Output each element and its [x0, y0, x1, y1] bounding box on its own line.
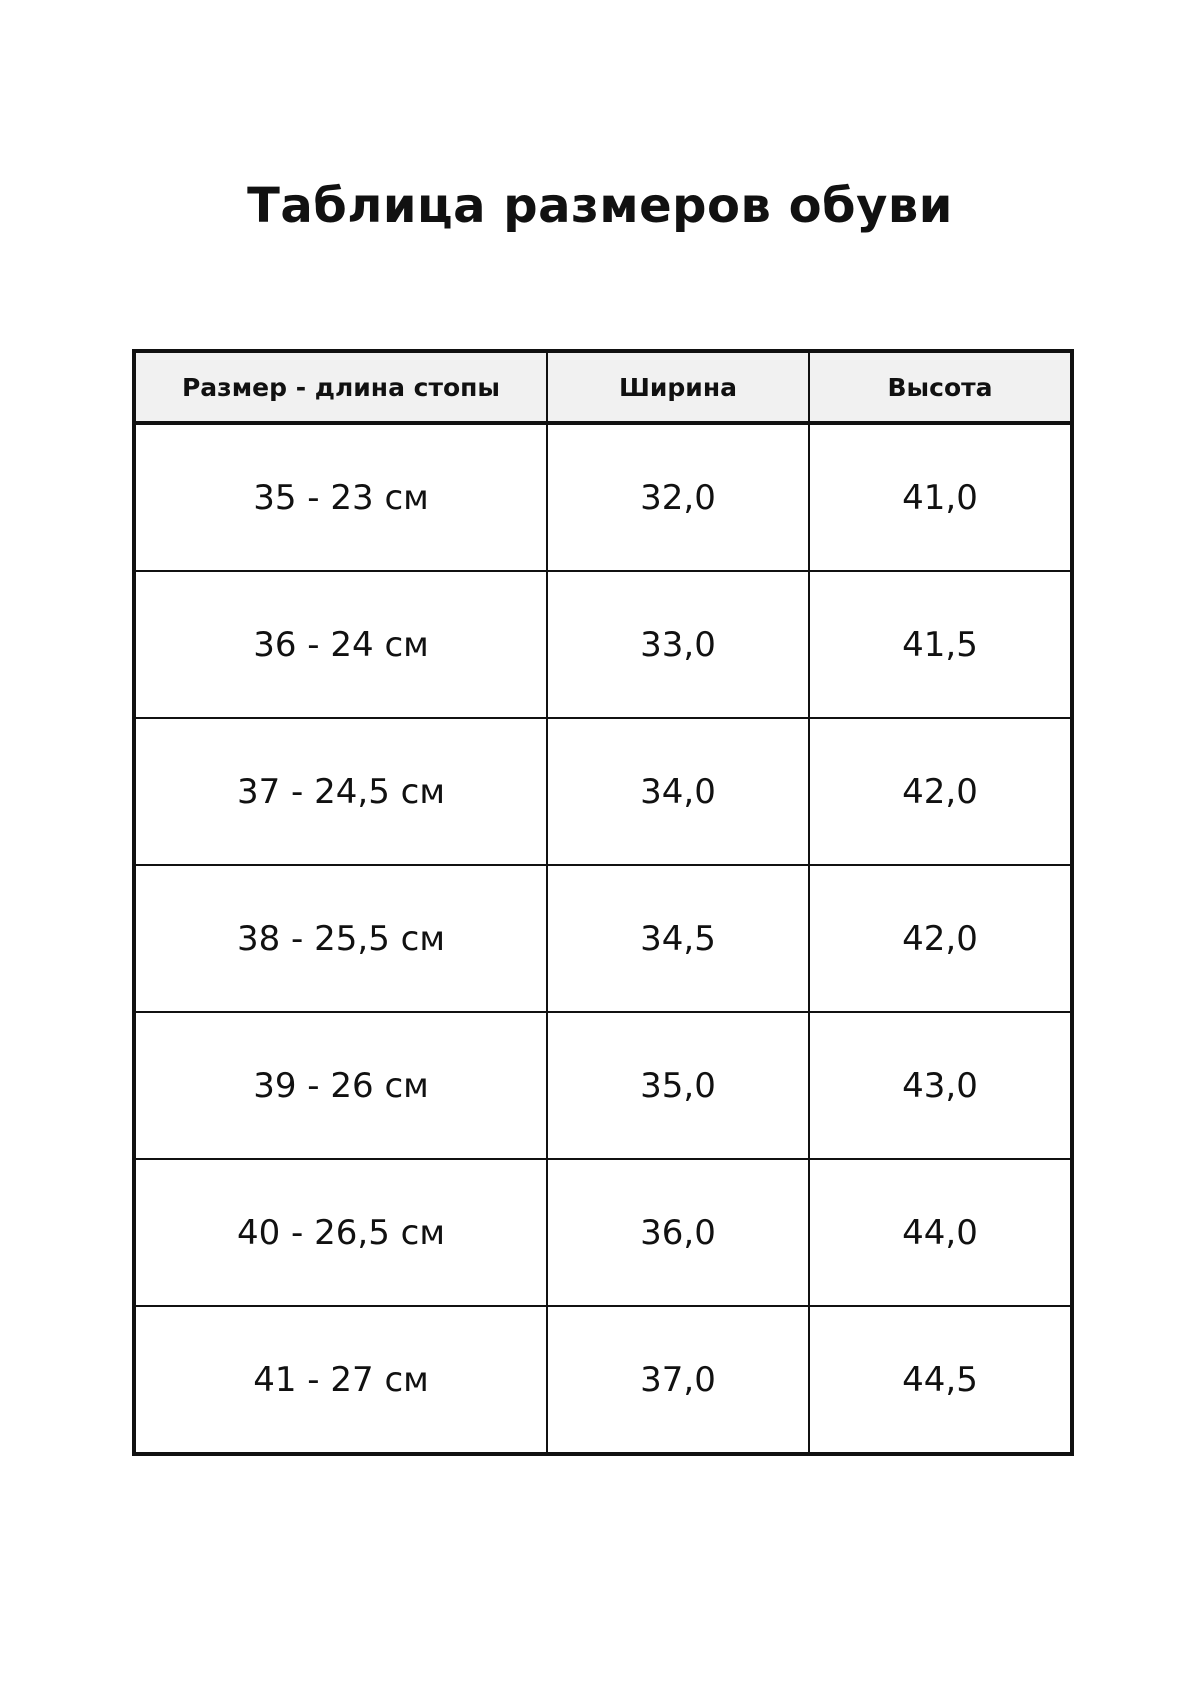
table-row: [134, 1306, 1072, 1454]
cell-width: 36,0: [547, 1159, 809, 1306]
cell-width: 34,5: [547, 865, 809, 1012]
cell-width: 34,0: [547, 718, 809, 865]
cell-height: 41,0: [809, 423, 1072, 571]
cell-size-length: 39 - 26 см: [134, 1012, 547, 1159]
column-header-height: Высота: [809, 351, 1072, 423]
table-row: [134, 1012, 1072, 1159]
table-row: [134, 423, 1072, 571]
table-header-row: [134, 351, 1072, 423]
shoe-size-table: [132, 349, 1074, 1456]
cell-width: 32,0: [547, 423, 809, 571]
table-header: [134, 351, 1072, 423]
page-title: Таблица размеров обуви: [247, 178, 953, 234]
table-row: [134, 865, 1072, 1012]
table-body: [134, 423, 1072, 1454]
cell-size-length: 38 - 25,5 см: [134, 865, 547, 1012]
cell-height: 43,0: [809, 1012, 1072, 1159]
cell-size-length: 41 - 27 см: [134, 1306, 547, 1454]
cell-height: 42,0: [809, 718, 1072, 865]
cell-size-length: 35 - 23 см: [134, 423, 547, 571]
cell-size-length: 40 - 26,5 см: [134, 1159, 547, 1306]
column-header-size-length: Размер - длина стопы: [134, 351, 547, 423]
cell-width: 35,0: [547, 1012, 809, 1159]
table-row: [134, 718, 1072, 865]
cell-height: 44,5: [809, 1306, 1072, 1454]
table-row: [134, 571, 1072, 718]
table-row: [134, 1159, 1072, 1306]
cell-height: 42,0: [809, 865, 1072, 1012]
cell-height: 44,0: [809, 1159, 1072, 1306]
cell-width: 37,0: [547, 1306, 809, 1454]
cell-size-length: 36 - 24 см: [134, 571, 547, 718]
cell-height: 41,5: [809, 571, 1072, 718]
cell-width: 33,0: [547, 571, 809, 718]
cell-size-length: 37 - 24,5 см: [134, 718, 547, 865]
column-header-width: Ширина: [547, 351, 809, 423]
